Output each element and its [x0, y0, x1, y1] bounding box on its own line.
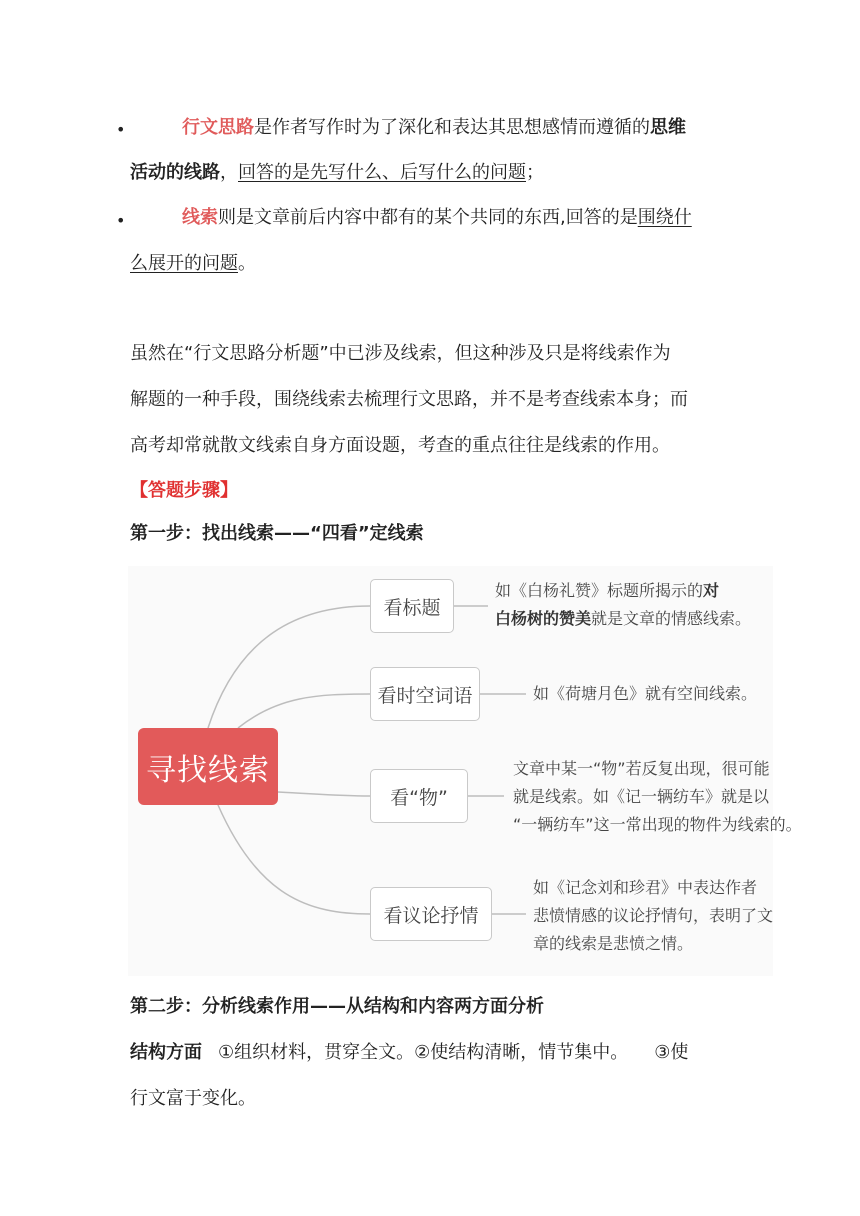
bullet-1-line-2 — [130, 160, 544, 186]
note-object-line-3: “一辆纺车”这一常出现的物件为线索的。 — [513, 815, 802, 834]
bullet-2-underlined-2: 么展开的问题 — [130, 253, 238, 274]
structure-line-1 — [130, 1040, 688, 1066]
structure-text-2: ③使 — [654, 1042, 689, 1063]
note-discussion-line-1: 如《记念刘和珍君》中表达作者 — [533, 878, 758, 897]
bullet-2-underlined-1: 围绕什 — [637, 207, 692, 228]
step-2-title: 第二步：分析线索作用——从结构和内容两方面分析 — [130, 996, 544, 1017]
bullet-1-line-1 — [182, 115, 686, 141]
note-title-line-2 — [495, 606, 751, 632]
bullet-2-line-1 — [182, 205, 692, 231]
note-title-bold-2: 白杨树的赞美 — [495, 609, 592, 628]
term-clue: 线索 — [182, 207, 218, 228]
mind-map — [128, 566, 802, 976]
mind-map-root: 寻找线索 — [138, 728, 278, 805]
bullet-1-bold: 思维 — [650, 117, 686, 138]
bullet-2-end: 。 — [238, 253, 256, 274]
structure-line-2: 行文富于变化。 — [130, 1088, 256, 1109]
paragraph-line-2: 解题的一种手段，围绕线索去梳理行文思路，并不是考查线索本身；而 — [130, 389, 688, 410]
connector-title — [208, 606, 370, 728]
node-object: 看“物” — [370, 769, 468, 823]
bullet-dot: • — [116, 120, 126, 139]
note-object-line-1: 文章中某一“物”若反复出现，很可能 — [513, 759, 770, 778]
structure-text-1: ①组织材料，贯穿全文。②使结构清晰，情节集中。 — [218, 1042, 629, 1063]
note-time-space: 如《荷塘月色》就有空间线索。 — [533, 684, 758, 703]
paragraph-line-3: 高考却常就散文线索自身方面设题，考查的重点往往是线索的作用。 — [130, 435, 670, 456]
note-title-line-1 — [495, 578, 719, 604]
bullet-2-text: 则是文章前后内容中都有的某个共同的东西,回答的是 — [218, 207, 638, 228]
note-title-bold-1: 对 — [703, 581, 720, 600]
node-title: 看标题 — [370, 579, 454, 633]
bullet-1-bold-2: 活动的线路 — [130, 162, 220, 183]
bullet-1-text: 是作者写作时为了深化和表达其思想感情而遵循的 — [254, 117, 650, 138]
note-title-post: 就是文章的情感线索。 — [591, 609, 752, 628]
note-object-line-2: 就是线索。如《记一辆纺车》就是以 — [513, 787, 770, 806]
term-writing-logic: 行文思路 — [182, 117, 254, 138]
bullet-dot: • — [116, 211, 126, 230]
bullet-1-end: ； — [526, 162, 544, 183]
note-discussion-line-3: 章的线索是悲愤之情。 — [533, 934, 694, 953]
paragraph-line-1: 虽然在“行文思路分析题”中已涉及线索，但这种涉及只是将线索作为 — [130, 343, 671, 364]
node-time-space: 看时空词语 — [370, 667, 480, 721]
node-discussion: 看议论抒情 — [370, 887, 492, 941]
step-1-title: 第一步：找出线索——“四看”定线索 — [130, 523, 424, 544]
structure-label: 结构方面 — [130, 1042, 202, 1063]
connector-discussion — [218, 805, 370, 914]
bullet-1-sep: ， — [220, 162, 238, 183]
section-title: 【答题步骤】 — [130, 480, 238, 501]
connector-object — [278, 792, 370, 796]
bullet-1-underlined: 回答的是先写什么、后写什么的问题 — [238, 162, 526, 183]
note-discussion-line-2: 悲愤情感的议论抒情句，表明了文 — [533, 906, 774, 925]
note-title-pre: 如《白杨礼赞》标题所揭示的 — [495, 581, 704, 600]
connector-time-space — [238, 694, 370, 728]
bullet-2-line-2 — [130, 251, 256, 277]
